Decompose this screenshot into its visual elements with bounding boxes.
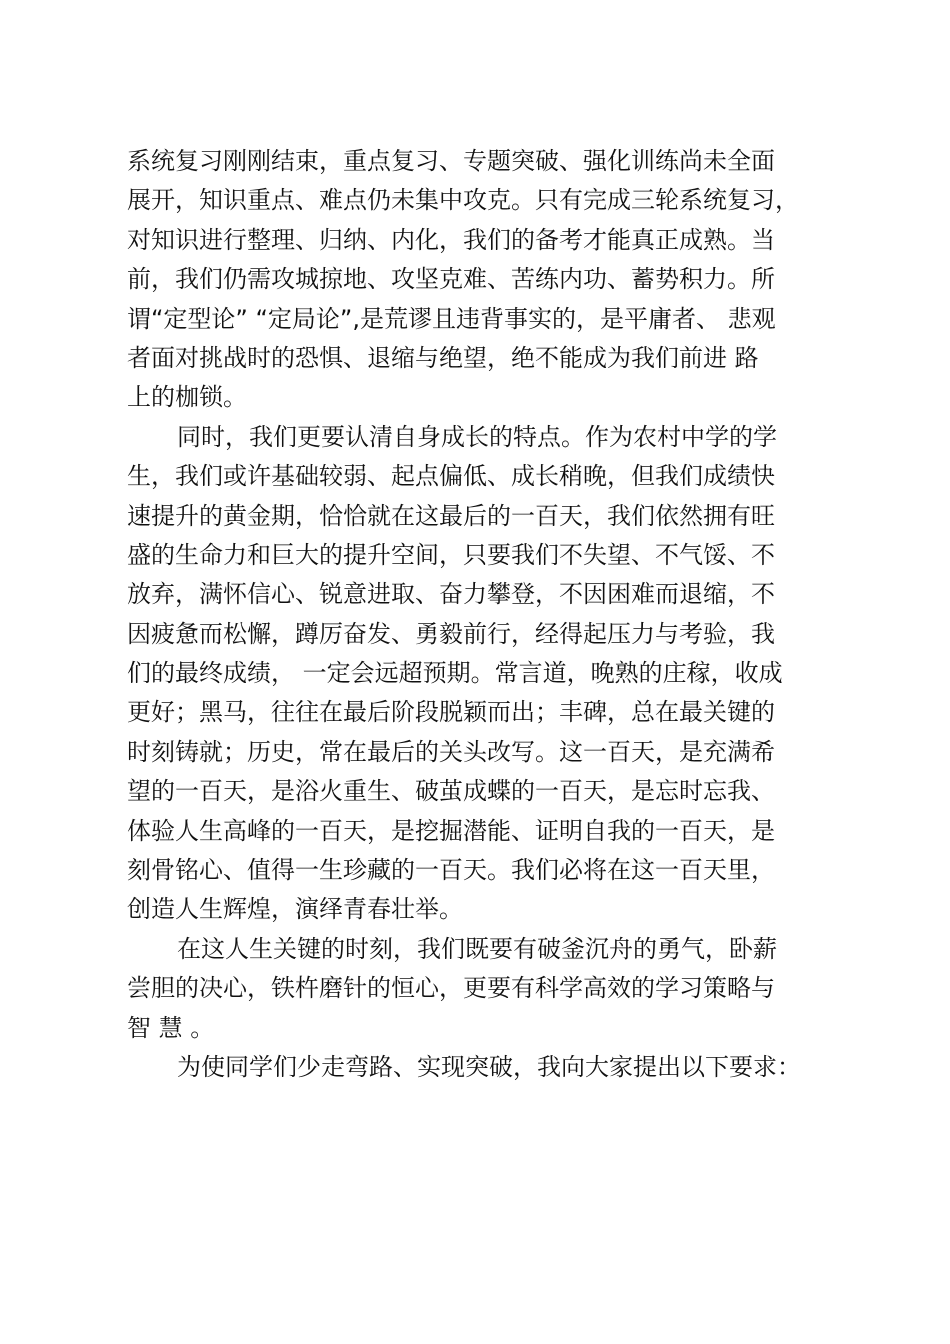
paragraph-line: 更好；黑马，往往在最后阶段脱颖而出；丰碑，总在最关键的: [127, 698, 775, 727]
paragraph-line: 速提升的黄金期，恰恰就在这最后的一百天，我们依然拥有旺: [127, 501, 775, 530]
paragraph-line: 同时，我们更要认清自身成长的特点。作为农村中学的学: [177, 422, 777, 451]
paragraph-line: 体验人生高峰的一百天，是挖掘潜能、证明自我的一百天，是: [127, 816, 775, 845]
paragraph-line: 为使同学们少走弯路、实现突破，我向大家提出以下要求：: [177, 1052, 801, 1081]
paragraph-line: 对知识进行整理、归纳、内化，我们的备考才能真正成熟。当: [127, 225, 775, 254]
paragraph-line: 尝胆的决心，铁杵磨针的恒心，更要有科学高效的学习策略与: [127, 974, 775, 1003]
paragraph-line: 盛的生命力和巨大的提升空间，只要我们不失望、不气馁、不: [127, 540, 775, 569]
paragraph-line: 智 慧 。: [127, 1013, 215, 1042]
paragraph-line: 生，我们或许基础较弱、起点偏低、成长稍晚，但我们成绩快: [127, 462, 775, 491]
paragraph-line: 系统复习刚刚结束，重点复习、专题突破、强化训练尚未全面: [127, 147, 775, 175]
paragraph-line: 上的枷锁。: [127, 383, 247, 412]
paragraph-line: 时刻铸就；历史，常在最后的关头改写。这一百天，是充满希: [127, 737, 775, 766]
paragraph-line: 放弃，满怀信心、锐意进取、奋力攀登，不因困难而退缩，不: [127, 580, 775, 609]
paragraph-line: 展开，知识重点、难点仍未集中攻克。只有完成三轮系统复习，: [127, 186, 799, 215]
paragraph-line: 谓“定型论” “定局论”,是荒谬且违背事实的，是平庸者、 悲观: [127, 304, 776, 333]
paragraph-line: 前，我们仍需攻城掠地、攻坚克难、苦练内功、蓄势积力。所: [127, 265, 775, 294]
paragraph-line: 在这人生关键的时刻，我们既要有破釜沉舟的勇气，卧薪: [177, 934, 777, 963]
paragraph-line: 们的最终成绩， 一定会远超预期。常言道，晚熟的庄稼，收成: [127, 659, 783, 688]
paragraph-line: 刻骨铭心、值得一生珍藏的一百天。我们必将在这一百天里，: [127, 856, 775, 885]
paragraph-line: 因疲惫而松懈，蹲厉奋发、勇毅前行，经得起压力与考验，我: [127, 619, 775, 648]
paragraph-line: 望的一百天，是浴火重生、破茧成蝶的一百天，是忘时忘我、: [127, 777, 775, 806]
paragraph-line: 创造人生辉煌，演绎青春壮举。: [127, 895, 463, 924]
document-body: [127, 142, 823, 1087]
paragraph-line: 者面对挑战时的恐惧、退缩与绝望，绝不能成为我们前进 路: [127, 343, 759, 372]
